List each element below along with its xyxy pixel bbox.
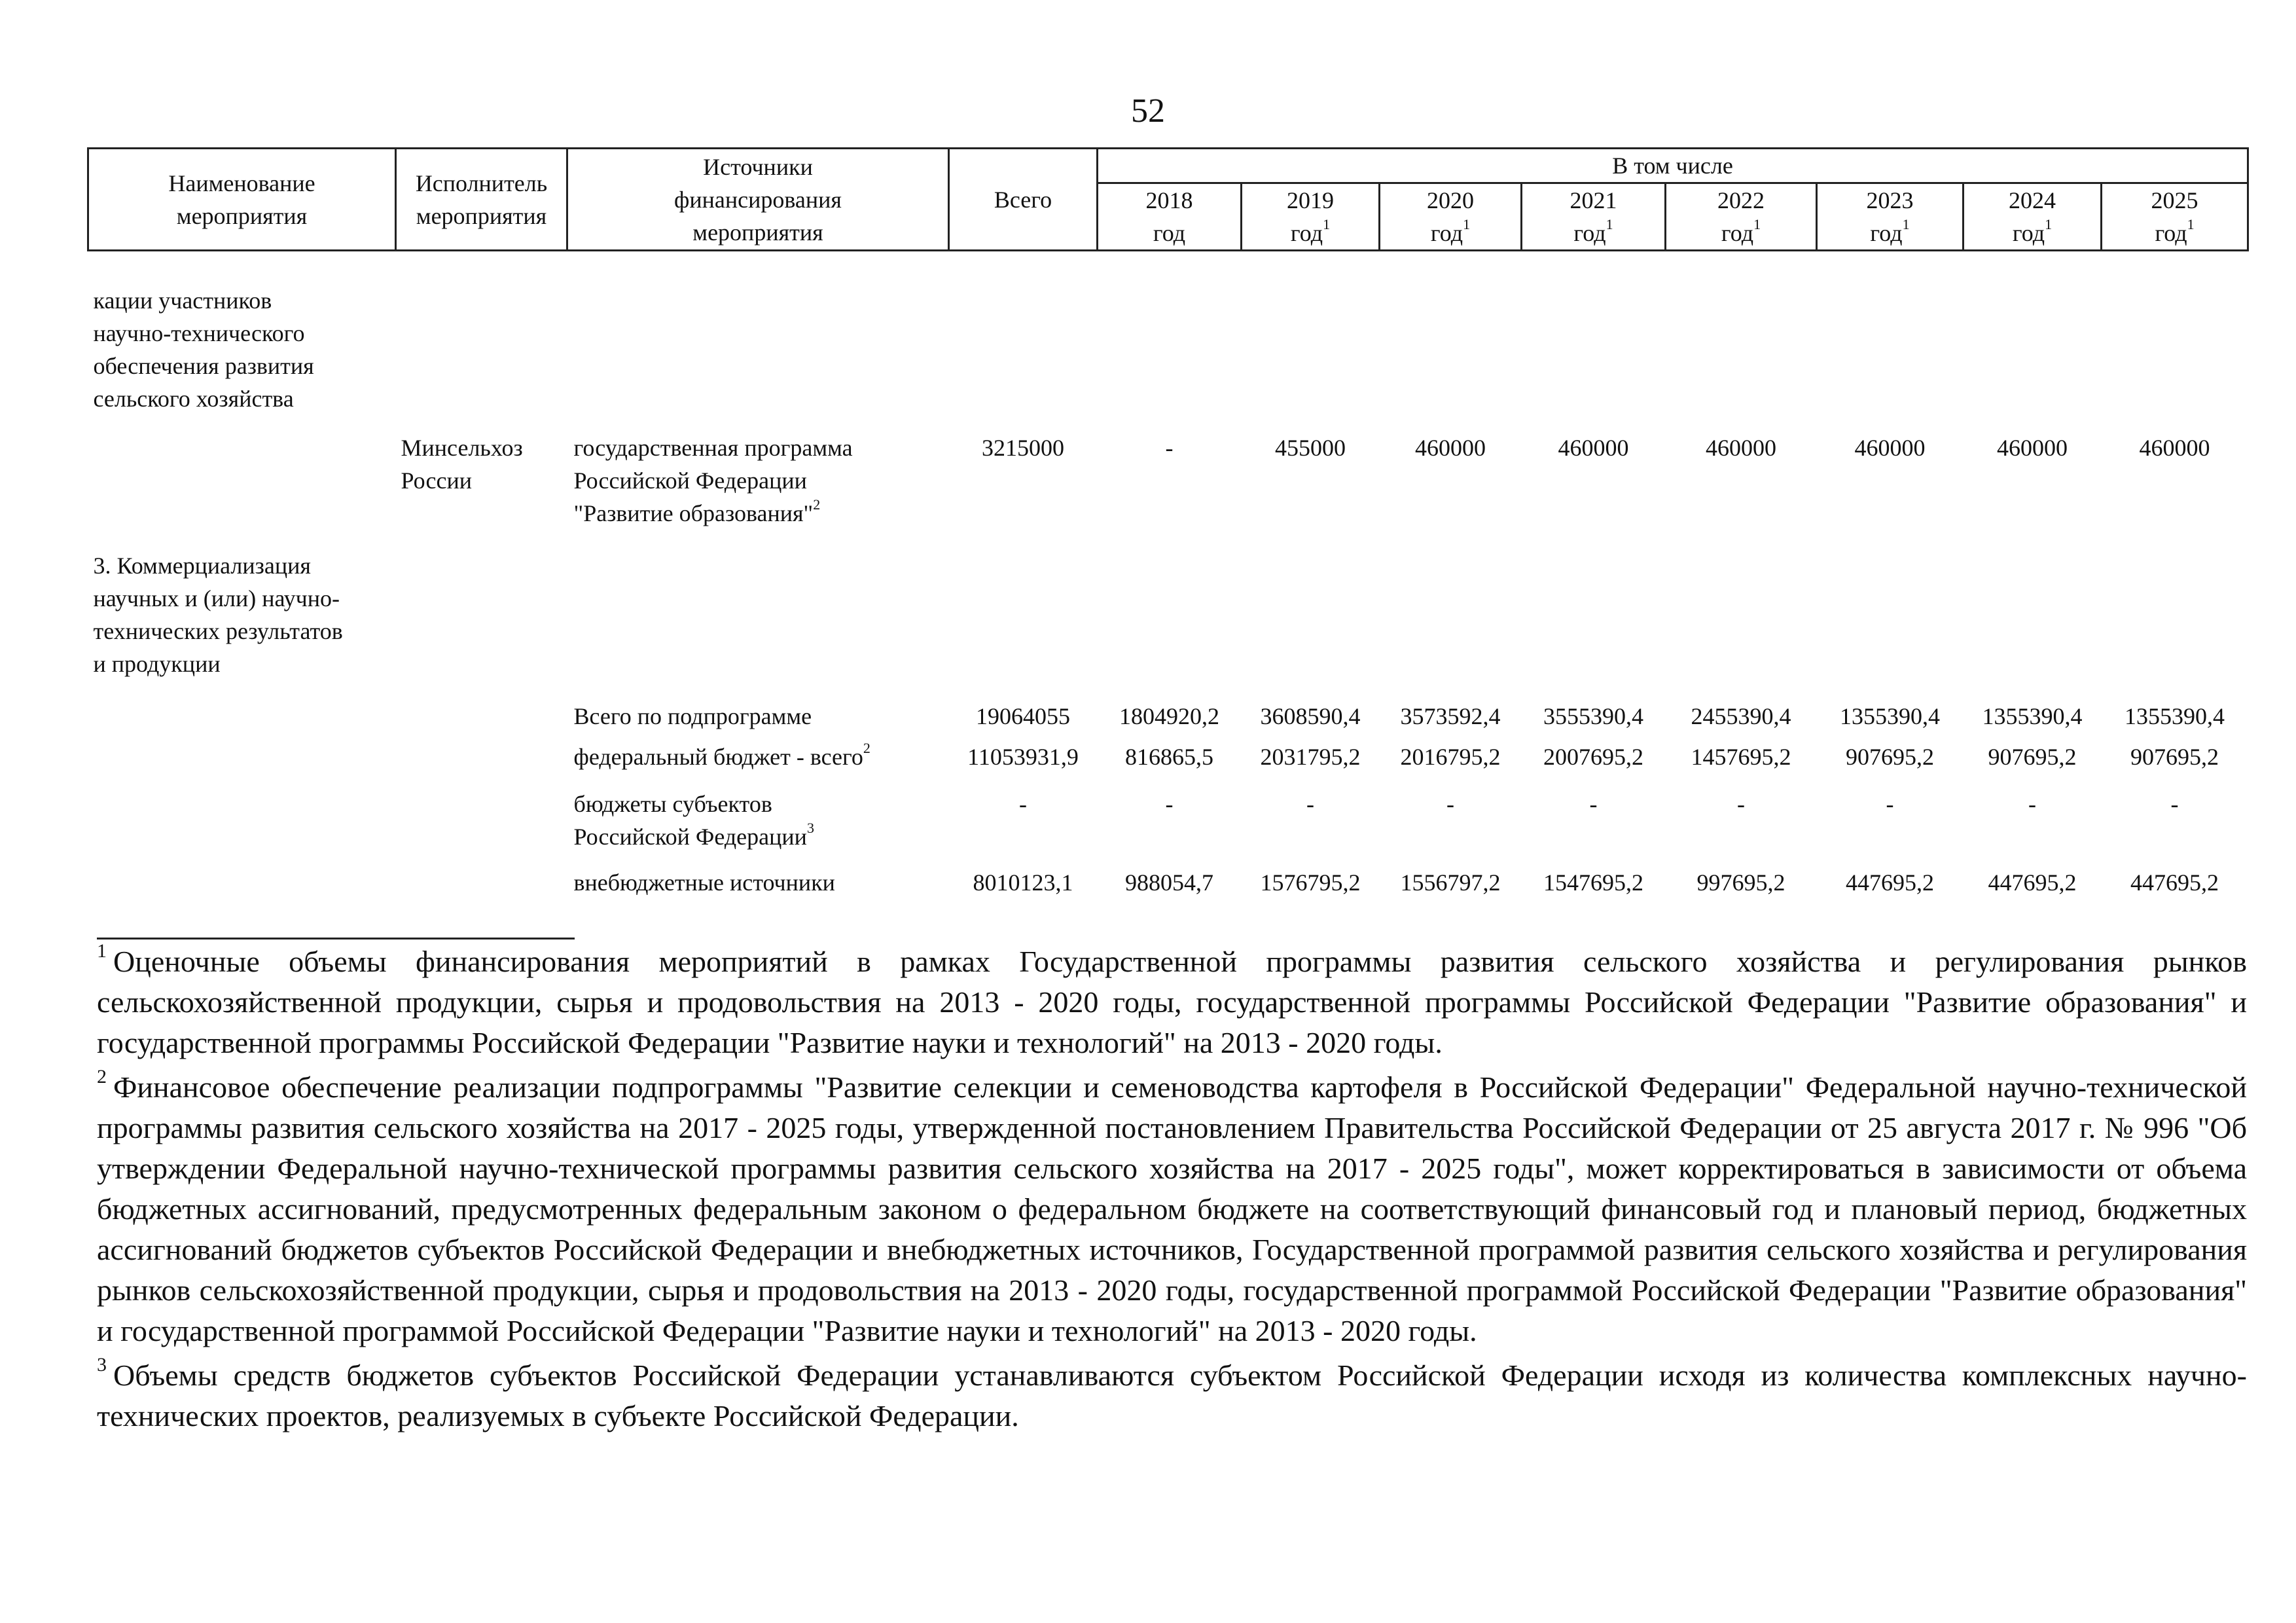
- header-year: [1817, 183, 1964, 251]
- total-cell: 19064055: [976, 703, 1070, 729]
- year-value-cell: 2007695,2: [1543, 744, 1643, 770]
- measure-name-line: кации участников: [93, 287, 272, 314]
- year-value-cell: 2031795,2: [1260, 744, 1361, 770]
- footnote-text: Объемы средств бюджетов субъектов Российской Федерации устанавливаются субъектом Российской Федерации исходя из количества комплексных научно-технических проектов, реализуемых в субъекте Российской Федерации.: [97, 1359, 2247, 1432]
- page-number: 52: [1131, 92, 1165, 130]
- summary-row: [88, 700, 2248, 740]
- header-name-line: Наименование: [168, 170, 315, 196]
- executor-cell: [396, 415, 567, 549]
- year-value-cell: 1355390,4: [2125, 703, 2225, 729]
- header-year: [1242, 183, 1380, 251]
- footnote-mark: 1: [97, 940, 107, 962]
- summary-label: Всего по подпрограмме: [573, 703, 812, 729]
- source-line: государственная программа: [573, 435, 853, 461]
- measure-name-line: и продукции: [93, 651, 221, 677]
- source-cell: [567, 415, 949, 549]
- source-cell: [567, 866, 949, 907]
- measure-name-cell: [88, 549, 396, 700]
- source-cell: [567, 740, 949, 788]
- header-year: [1098, 183, 1242, 251]
- year-label: 2024: [2009, 187, 2056, 213]
- year-label: 2021: [1570, 187, 1617, 213]
- year-label: 2020: [1427, 187, 1474, 213]
- measure-name-line: научных и (или) научно-: [93, 585, 340, 611]
- year-value-cell: 3608590,4: [1260, 703, 1361, 729]
- year-unit: год: [2012, 220, 2045, 246]
- table-row: [88, 549, 2248, 700]
- header-year: [2102, 183, 2248, 251]
- year-value-cell: 1547695,2: [1543, 869, 1643, 896]
- financing-table: [87, 147, 2249, 907]
- year-value-cell: 1804920,2: [1119, 703, 1219, 729]
- header-including: В том числе: [1098, 149, 2248, 183]
- header-name-line: мероприятия: [176, 202, 308, 229]
- total-cell: 3215000: [982, 435, 1064, 461]
- footnote-divider: [97, 938, 575, 939]
- year-value-cell: -: [2170, 791, 2179, 817]
- year-label: 2022: [1717, 187, 1765, 213]
- year-value-cell: 1457695,2: [1691, 744, 1791, 770]
- footnote: [97, 1355, 2247, 1436]
- measure-name-cell: [88, 284, 396, 415]
- year-value-cell: 1556797,2: [1400, 869, 1501, 896]
- footnote-ref: 3: [806, 820, 814, 836]
- year-value-cell: 1355390,4: [1840, 703, 1940, 729]
- summary-row: [88, 788, 2248, 866]
- summary-label: внебюджетные источники: [573, 869, 835, 896]
- year-value-cell: 460000: [1854, 435, 1926, 461]
- year-value-cell: 997695,2: [1696, 869, 1785, 896]
- footnote-ref: 1: [2187, 216, 2195, 232]
- footnote-ref: 2: [863, 740, 870, 756]
- year-value-cell: -: [1165, 791, 1174, 817]
- year-value-cell: 907695,2: [2130, 744, 2219, 770]
- footnote-text: Финансовое обеспечение реализации подпрограммы "Развитие селекции и семеноводства картофеля в Российской Федерации" Федеральной научно-технической программы развития сельского хозяйства на 2017 - 2025 годы, утвержденной постановлением Правительства Российской Федерации от 25 августа 2017 г. № 996 "Об утверждении Федеральной научно-технической программы развития сельского хозяйства на 2017 - 2025 годы", может корректироваться в зависимости от объема бюджетных ассигнований, предусмотренных федеральным законом о федеральном бюджете на соответствующий финансовый год и плановый период, бюджетных ассигнований бюджетов субъектов Российской Федерации и внебюджетных источников, Государственной программой развития сельского хозяйства и регулирования рынков сельскохозяйственной продукции, сырья и продовольствия на 2013 - 2020 годы, государственной программой Российской Федерации "Развитие образования" и государственной программой Российской Федерации "Развитие науки и технологий" на 2013 - 2020 годы.: [97, 1070, 2247, 1347]
- measure-name-line: 3. Коммерциализация: [93, 553, 311, 579]
- footnote-text: Оценочные объемы финансирования мероприятий в рамках Государственной программы развития сельского хозяйства и регулирования рынков сельскохозяйственной продукции, сырья и продовольствия на 2013 - 2020 годы, государственной программы Российской Федерации "Развитие образования" и государственной программы Российской Федерации "Развитие науки и технологий" на 2013 - 2020 годы.: [97, 945, 2247, 1059]
- source-line: "Развитие образования": [573, 500, 814, 526]
- summary-row: [88, 740, 2248, 788]
- header-sources-line: мероприятия: [692, 219, 823, 246]
- year-value-cell: 1576795,2: [1260, 869, 1361, 896]
- source-cell: [567, 788, 949, 866]
- year-value-cell: 447695,2: [2130, 869, 2219, 896]
- year-value-cell: 455000: [1275, 435, 1346, 461]
- header-executor-line: Исполнитель: [415, 170, 548, 196]
- year-value-cell: 907695,2: [1846, 744, 1934, 770]
- footnote-ref: 1: [1902, 216, 1910, 232]
- summary-label: бюджеты субъектов: [573, 791, 772, 817]
- year-value-cell: 988054,7: [1125, 869, 1213, 896]
- spacer-row: [88, 251, 2248, 285]
- year-value-cell: 447695,2: [1988, 869, 2077, 896]
- footnote-ref: 2: [813, 496, 821, 513]
- year-value-cell: -: [1589, 791, 1598, 817]
- measure-name-line: технических результатов: [93, 618, 343, 644]
- summary-label: Российской Федерации: [573, 824, 807, 850]
- header-year: [1666, 183, 1817, 251]
- header-sources-line: Источники: [703, 153, 813, 180]
- year-value-cell: 460000: [1706, 435, 1776, 461]
- footnote-ref: 1: [2045, 216, 2053, 232]
- source-line: Российской Федерации: [573, 467, 807, 494]
- year-value-cell: -: [1306, 791, 1314, 817]
- summary-label: федеральный бюджет - всего: [573, 744, 863, 770]
- footnote-ref: 1: [1605, 216, 1613, 232]
- year-unit: год: [1721, 220, 1754, 246]
- year-value-cell: 907695,2: [1988, 744, 2077, 770]
- header-name: [88, 149, 396, 251]
- total-cell: 11053931,9: [967, 744, 1079, 770]
- year-value-cell: 460000: [1558, 435, 1629, 461]
- year-unit: год: [1430, 220, 1463, 246]
- footnote: [97, 1067, 2247, 1351]
- total-cell: 8010123,1: [973, 869, 1073, 896]
- table-row: [88, 284, 2248, 415]
- header-executor-line: мероприятия: [416, 202, 547, 229]
- source-cell: [567, 700, 949, 740]
- measure-name-line: обеспечения развития: [93, 353, 314, 379]
- footnote-ref: 1: [1463, 216, 1471, 232]
- year-value-cell: 460000: [1997, 435, 2068, 461]
- year-value-cell: -: [1446, 791, 1454, 817]
- measure-name-line: научно-технического: [93, 320, 305, 346]
- year-label: 2018: [1145, 187, 1193, 213]
- year-value-cell: 447695,2: [1846, 869, 1934, 896]
- year-label: 2019: [1287, 187, 1334, 213]
- year-unit: год: [1870, 220, 1903, 246]
- executor-line: Минсельхоз: [401, 435, 523, 461]
- header-year: [1380, 183, 1522, 251]
- year-value-cell: -: [1737, 791, 1745, 817]
- year-value-cell: 460000: [2139, 435, 2210, 461]
- footnote-ref: 1: [1323, 216, 1331, 232]
- header-year: [1964, 183, 2102, 251]
- year-value-cell: 1355390,4: [1982, 703, 2083, 729]
- table-row: [88, 415, 2248, 549]
- header-executor: [396, 149, 567, 251]
- measure-name-line: сельского хозяйства: [93, 386, 294, 412]
- header-year: [1522, 183, 1666, 251]
- summary-row: [88, 866, 2248, 907]
- header-total: Всего: [949, 149, 1098, 251]
- year-unit: год: [1573, 220, 1606, 246]
- year-unit: год: [2155, 220, 2187, 246]
- year-unit: год: [1290, 220, 1323, 246]
- year-value-cell: 2016795,2: [1400, 744, 1501, 770]
- header-sources-line: финансирования: [674, 186, 842, 213]
- year-value-cell: -: [1165, 435, 1174, 461]
- footnote-ref: 1: [1753, 216, 1761, 232]
- year-unit: год: [1153, 220, 1186, 246]
- year-label: 2025: [2151, 187, 2198, 213]
- year-value-cell: 3573592,4: [1400, 703, 1501, 729]
- year-value-cell: 3555390,4: [1543, 703, 1643, 729]
- footnote-mark: 3: [97, 1354, 107, 1376]
- executor-line: России: [401, 467, 473, 494]
- year-value-cell: 460000: [1415, 435, 1486, 461]
- year-value-cell: -: [1886, 791, 1894, 817]
- year-value-cell: 2455390,4: [1691, 703, 1791, 729]
- header-sources: [567, 149, 949, 251]
- year-label: 2023: [1866, 187, 1914, 213]
- header-row-top: [88, 149, 2248, 183]
- footnotes: [97, 941, 2247, 1440]
- footnote: [97, 941, 2247, 1063]
- footnote-mark: 2: [97, 1066, 107, 1087]
- year-value-cell: 816865,5: [1125, 744, 1213, 770]
- year-value-cell: -: [2028, 791, 2036, 817]
- total-cell: -: [1019, 791, 1027, 817]
